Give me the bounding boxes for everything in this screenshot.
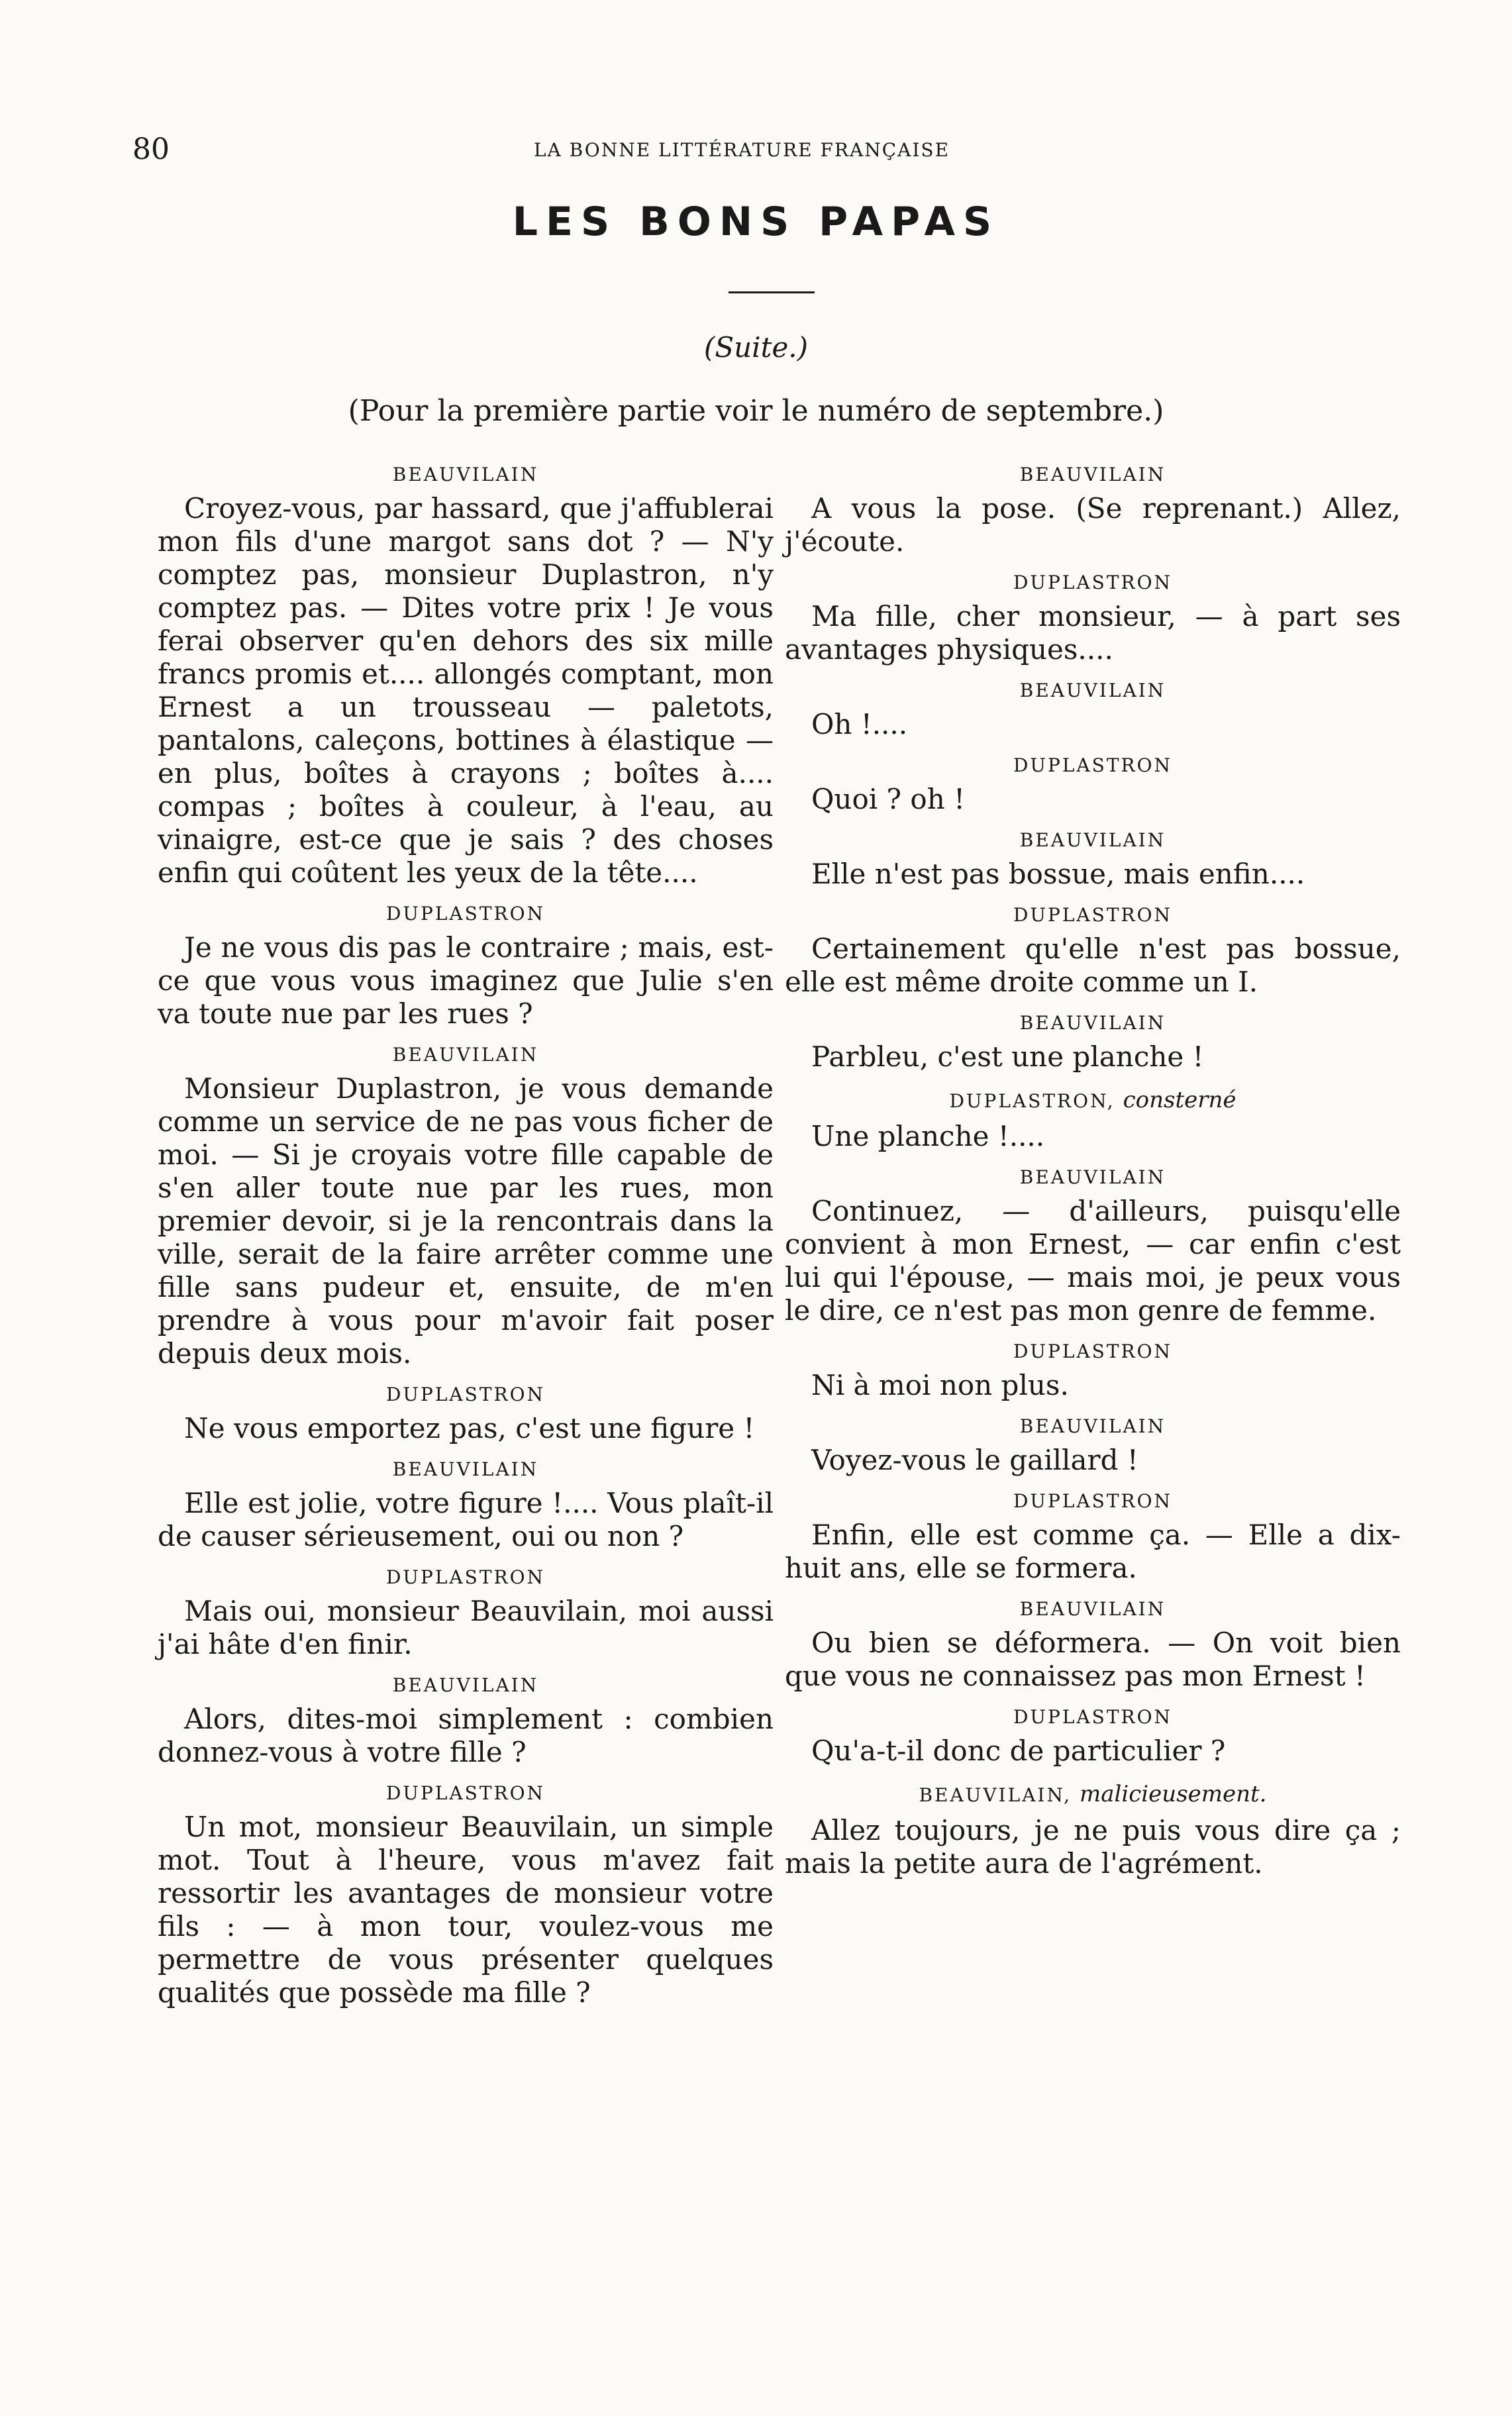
dialogue-line: Allez toujours, je ne puis vous dire ça ; mais la petite aura de l'agrément. <box>785 1814 1401 1880</box>
speaker-name <box>785 1340 1401 1362</box>
dialogue-line: Continuez, — d'ailleurs, puisqu'elle convient à mon Ernest, — car enfin c'est lui qui l'épouse, — mais moi, je peux vous le dire, ce n'est pas mon genre de femme. <box>785 1195 1401 1327</box>
speaker-label: DUPLASTRON <box>1013 1490 1173 1512</box>
speaker-name <box>158 1458 774 1480</box>
speaker-label: BEAUVILAIN <box>392 464 539 485</box>
title-rule <box>729 291 815 293</box>
speaker-label: DUPLASTRON <box>385 1782 546 1804</box>
page-number: 80 <box>132 132 170 166</box>
dialogue-line: Ni à moi non plus. <box>811 1369 1069 1401</box>
speaker-label: DUPLASTRON <box>385 903 546 925</box>
speaker-name <box>785 1490 1401 1512</box>
speaker-label: BEAUVILAIN <box>392 1458 539 1480</box>
left-column <box>158 464 774 2023</box>
speaker-label: DUPLASTRON <box>1013 1706 1173 1728</box>
speaker-name <box>785 829 1401 851</box>
running-head: LA BONNE LITTÉRATURE FRANÇAISE <box>533 139 950 161</box>
speaker-label: BEAUVILAIN <box>392 1674 539 1696</box>
dialogue-line: Quoi ? oh ! <box>811 783 965 815</box>
dialogue-line: Croyez-vous, par hassard, que j'affublerai mon fils d'une margot sans dot ? — N'y comptez pas, monsieur Duplastron, n'y comptez pas. — Dites votre prix ! Je vous ferai observer qu'en dehors des six mille francs promis et.... allongés comptant, mon Ernest a un trousseau — paletots, pantalons, caleçons, bottines à élastique — en plus, boîtes à crayons ; boîtes à.... compas ; boîtes à couleur, à l'eau, au vinaigre, est-ce que je sais ? des choses enfin qui coûtent les yeux de la tête.... <box>158 492 774 889</box>
speaker-name <box>785 1166 1401 1188</box>
speaker-name <box>158 1674 774 1696</box>
dialogue-line: Ou bien se déformera. — On voit bien que vous ne connaissez pas mon Ernest ! <box>785 1627 1401 1692</box>
dialogue-line: Mais oui, monsieur Beauvilain, moi aussi j'ai hâte d'en finir. <box>158 1595 774 1660</box>
stage-direction: malicieusement. <box>1080 1781 1267 1807</box>
speaker-name <box>785 904 1401 926</box>
right-column <box>785 464 1401 1893</box>
dialogue-line: Ne vous emportez pas, c'est une figure ! <box>184 1412 755 1444</box>
speaker-name <box>785 464 1401 485</box>
speaker-label: DUPLASTRON <box>385 1566 546 1588</box>
dialogue-line: Alors, dites-moi simplement : combien donnez-vous à votre fille ? <box>158 1703 774 1768</box>
dialogue-line: Oh !.... <box>811 708 908 740</box>
speaker-label: BEAUVILAIN, <box>919 1784 1072 1806</box>
speaker-name <box>785 1706 1401 1728</box>
speaker-name <box>158 1044 774 1066</box>
speaker-name <box>785 1415 1401 1437</box>
speaker-label: BEAUVILAIN <box>1019 680 1166 701</box>
stage-direction: consterné <box>1123 1087 1236 1113</box>
continuation-note: (Pour la première partie voir le numéro de septembre.) <box>348 394 1164 428</box>
dialogue-line: Voyez-vous le gaillard ! <box>811 1444 1138 1476</box>
dialogue-line: Certainement qu'elle n'est pas bossue, elle est même droite comme un I. <box>785 932 1401 998</box>
dialogue-line: Ma fille, cher monsieur, — à part ses avantages physiques.... <box>785 600 1401 666</box>
speaker-name <box>785 1781 1401 1807</box>
article-subtitle: (Suite.) <box>703 331 809 364</box>
speaker-label: DUPLASTRON <box>1013 754 1173 776</box>
dialogue-line: Une planche !.... <box>811 1120 1045 1152</box>
speaker-label: BEAUVILAIN <box>1019 1166 1166 1188</box>
speaker-name <box>158 464 774 485</box>
speaker-name <box>158 1566 774 1588</box>
speaker-name <box>158 903 774 925</box>
speaker-name <box>785 1598 1401 1620</box>
speaker-label: DUPLASTRON <box>385 1384 546 1405</box>
speaker-name <box>785 1087 1401 1113</box>
dialogue-line: Un mot, monsieur Beauvilain, un simple mot. Tout à l'heure, vous m'avez fait ressortir les avantages de monsieur votre fils : — à mon tour, voulez-vous me permettre de vous présenter quelques qualités que possède ma fille ? <box>158 1811 774 2009</box>
dialogue-line: Je ne vous dis pas le contraire ; mais, est-ce que vous vous imaginez que Julie s'en va toute nue par les rues ? <box>158 931 774 1030</box>
speaker-label: DUPLASTRON <box>1013 572 1173 593</box>
speaker-name <box>158 1384 774 1405</box>
speaker-label: BEAUVILAIN <box>1019 464 1166 485</box>
speaker-name <box>785 754 1401 776</box>
dialogue-line: Enfin, elle est comme ça. — Elle a dix-huit ans, elle se formera. <box>785 1519 1401 1584</box>
dialogue-line: A vous la pose. (Se reprenant.) Allez, j'écoute. <box>785 492 1401 558</box>
speaker-name <box>785 572 1401 593</box>
speaker-label: DUPLASTRON <box>1013 904 1173 926</box>
speaker-label: BEAUVILAIN <box>1019 1012 1166 1034</box>
speaker-name <box>158 1782 774 1804</box>
speaker-label: DUPLASTRON <box>1013 1340 1173 1362</box>
dialogue-line: Elle n'est pas bossue, mais enfin.... <box>811 858 1305 890</box>
speaker-label: BEAUVILAIN <box>1019 1415 1166 1437</box>
page-header <box>132 132 1351 172</box>
article-title: LES BONS PAPAS <box>512 199 1000 245</box>
speaker-label: BEAUVILAIN <box>392 1044 539 1066</box>
speaker-label: BEAUVILAIN <box>1019 1598 1166 1620</box>
speaker-label: BEAUVILAIN <box>1019 829 1166 851</box>
dialogue-line: Qu'a-t-il donc de particulier ? <box>811 1735 1226 1767</box>
dialogue-line: Parbleu, c'est une planche ! <box>811 1040 1204 1073</box>
speaker-label: DUPLASTRON, <box>949 1090 1115 1112</box>
speaker-name <box>785 1012 1401 1034</box>
dialogue-line: Monsieur Duplastron, je vous demande comme un service de ne pas vous ficher de moi. — Si je croyais votre fille capable de s'en aller toute nue par les rues, mon premier devoir, si je la rencontrais dans la ville, serait de la faire arrêter comme une fille sans pudeur et, ensuite, de m'en prendre à vous pour m'avoir fait poser depuis deux mois. <box>158 1072 774 1370</box>
speaker-name <box>785 680 1401 701</box>
dialogue-line: Elle est jolie, votre figure !.... Vous plaît-il de causer sérieusement, oui ou non ? <box>158 1487 774 1552</box>
